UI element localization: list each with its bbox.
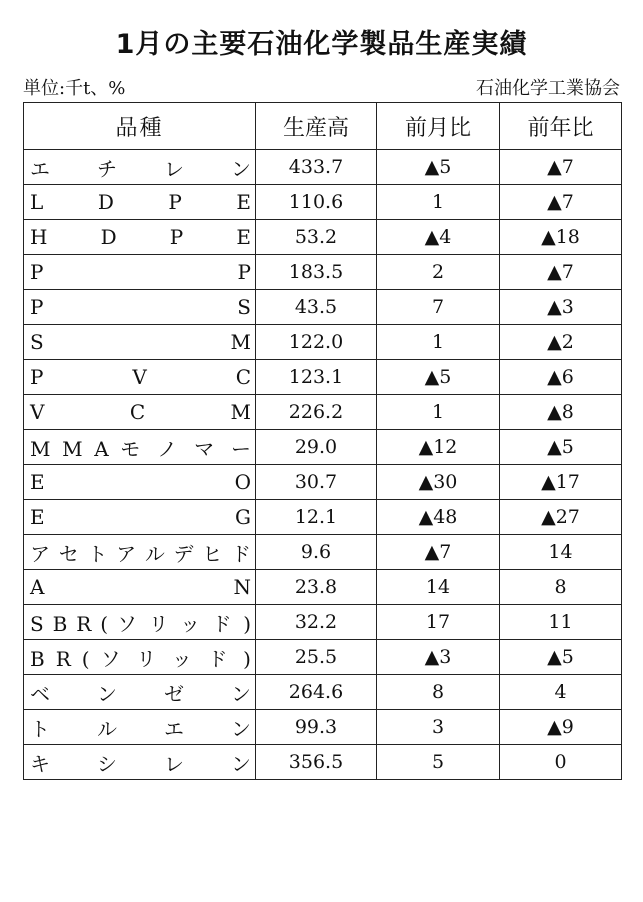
table-row <box>24 360 622 395</box>
production-value: 99.3 <box>256 710 377 745</box>
yoy-value: ▲3 <box>500 290 622 325</box>
mom-value: ▲5 <box>377 360 500 395</box>
header-mom: 前月比 <box>377 103 500 150</box>
product-name: P V C <box>24 360 256 395</box>
mom-value: 14 <box>377 570 500 605</box>
header-product: 品種 <box>24 103 256 150</box>
product-name: E G <box>24 500 256 535</box>
production-value: 183.5 <box>256 255 377 290</box>
table-row <box>24 500 622 535</box>
header-production: 生産高 <box>256 103 377 150</box>
production-value: 9.6 <box>256 535 377 570</box>
production-value: 23.8 <box>256 570 377 605</box>
table-row <box>24 150 622 185</box>
yoy-value: ▲7 <box>500 150 622 185</box>
table-row <box>24 675 622 710</box>
product-name: E O <box>24 465 256 500</box>
table-row <box>24 395 622 430</box>
production-value: 356.5 <box>256 745 377 780</box>
production-value: 12.1 <box>256 500 377 535</box>
yoy-value: ▲9 <box>500 710 622 745</box>
yoy-value: ▲8 <box>500 395 622 430</box>
mom-value: 1 <box>377 325 500 360</box>
production-value: 264.6 <box>256 675 377 710</box>
product-name: S M <box>24 325 256 360</box>
table-header <box>24 103 622 150</box>
table-row <box>24 290 622 325</box>
table-row <box>24 745 622 780</box>
product-name: L D P E <box>24 185 256 220</box>
mom-value: 8 <box>377 675 500 710</box>
mom-value: ▲7 <box>377 535 500 570</box>
table-row <box>24 535 622 570</box>
production-value: 25.5 <box>256 640 377 675</box>
production-value: 29.0 <box>256 430 377 465</box>
yoy-value: ▲7 <box>500 255 622 290</box>
yoy-value: ▲2 <box>500 325 622 360</box>
yoy-value: 4 <box>500 675 622 710</box>
production-table <box>23 102 622 780</box>
production-value: 43.5 <box>256 290 377 325</box>
table-row <box>24 255 622 290</box>
yoy-value: ▲6 <box>500 360 622 395</box>
mom-value: 2 <box>377 255 500 290</box>
yoy-value: 14 <box>500 535 622 570</box>
mom-value: ▲4 <box>377 220 500 255</box>
production-value: 53.2 <box>256 220 377 255</box>
production-value: 110.6 <box>256 185 377 220</box>
product-name: ト ル エ ン <box>24 710 256 745</box>
yoy-value: ▲5 <box>500 640 622 675</box>
table-row <box>24 640 622 675</box>
mom-value: ▲3 <box>377 640 500 675</box>
yoy-value: ▲17 <box>500 465 622 500</box>
product-name: S B R ( ソ リ ッ ド ) <box>24 605 256 640</box>
product-name: キ シ レ ン <box>24 745 256 780</box>
production-value: 32.2 <box>256 605 377 640</box>
page-title: 1月の主要石油化学製品生産実績 <box>115 29 528 60</box>
mom-value: 3 <box>377 710 500 745</box>
production-value: 123.1 <box>256 360 377 395</box>
product-name: H D P E <box>24 220 256 255</box>
table-body <box>24 150 622 780</box>
production-value: 122.0 <box>256 325 377 360</box>
yoy-value: ▲27 <box>500 500 622 535</box>
mom-value: 1 <box>377 185 500 220</box>
mom-value: 7 <box>377 290 500 325</box>
mom-value: 17 <box>377 605 500 640</box>
product-name: P P <box>24 255 256 290</box>
yoy-value: 8 <box>500 570 622 605</box>
production-value: 433.7 <box>256 150 377 185</box>
product-name: V C M <box>24 395 256 430</box>
product-name: ベ ン ゼ ン <box>24 675 256 710</box>
yoy-value: 11 <box>500 605 622 640</box>
yoy-value: ▲5 <box>500 430 622 465</box>
unit-label: 単位:千t、% <box>23 78 126 99</box>
table-row <box>24 605 622 640</box>
product-name: エ チ レ ン <box>24 150 256 185</box>
yoy-value: ▲7 <box>500 185 622 220</box>
mom-value: ▲12 <box>377 430 500 465</box>
mom-value: 1 <box>377 395 500 430</box>
table-row <box>24 430 622 465</box>
table-row <box>24 185 622 220</box>
header-row <box>24 103 622 150</box>
product-name: A N <box>24 570 256 605</box>
product-name: P S <box>24 290 256 325</box>
table-row <box>24 570 622 605</box>
yoy-value: 0 <box>500 745 622 780</box>
product-name: B R ( ソ リ ッ ド ) <box>24 640 256 675</box>
table-row <box>24 325 622 360</box>
source-label: 石油化学工業協会 <box>476 78 620 99</box>
table-row <box>24 710 622 745</box>
production-value: 226.2 <box>256 395 377 430</box>
product-name: M M A モ ノ マ ー <box>24 430 256 465</box>
table-row <box>24 220 622 255</box>
mom-value: ▲48 <box>377 500 500 535</box>
yoy-value: ▲18 <box>500 220 622 255</box>
mom-value: ▲5 <box>377 150 500 185</box>
production-value: 30.7 <box>256 465 377 500</box>
mom-value: 5 <box>377 745 500 780</box>
header-yoy: 前年比 <box>500 103 622 150</box>
mom-value: ▲30 <box>377 465 500 500</box>
product-name: ア セ ト ア ル デ ヒ ド <box>24 535 256 570</box>
table-row <box>24 465 622 500</box>
